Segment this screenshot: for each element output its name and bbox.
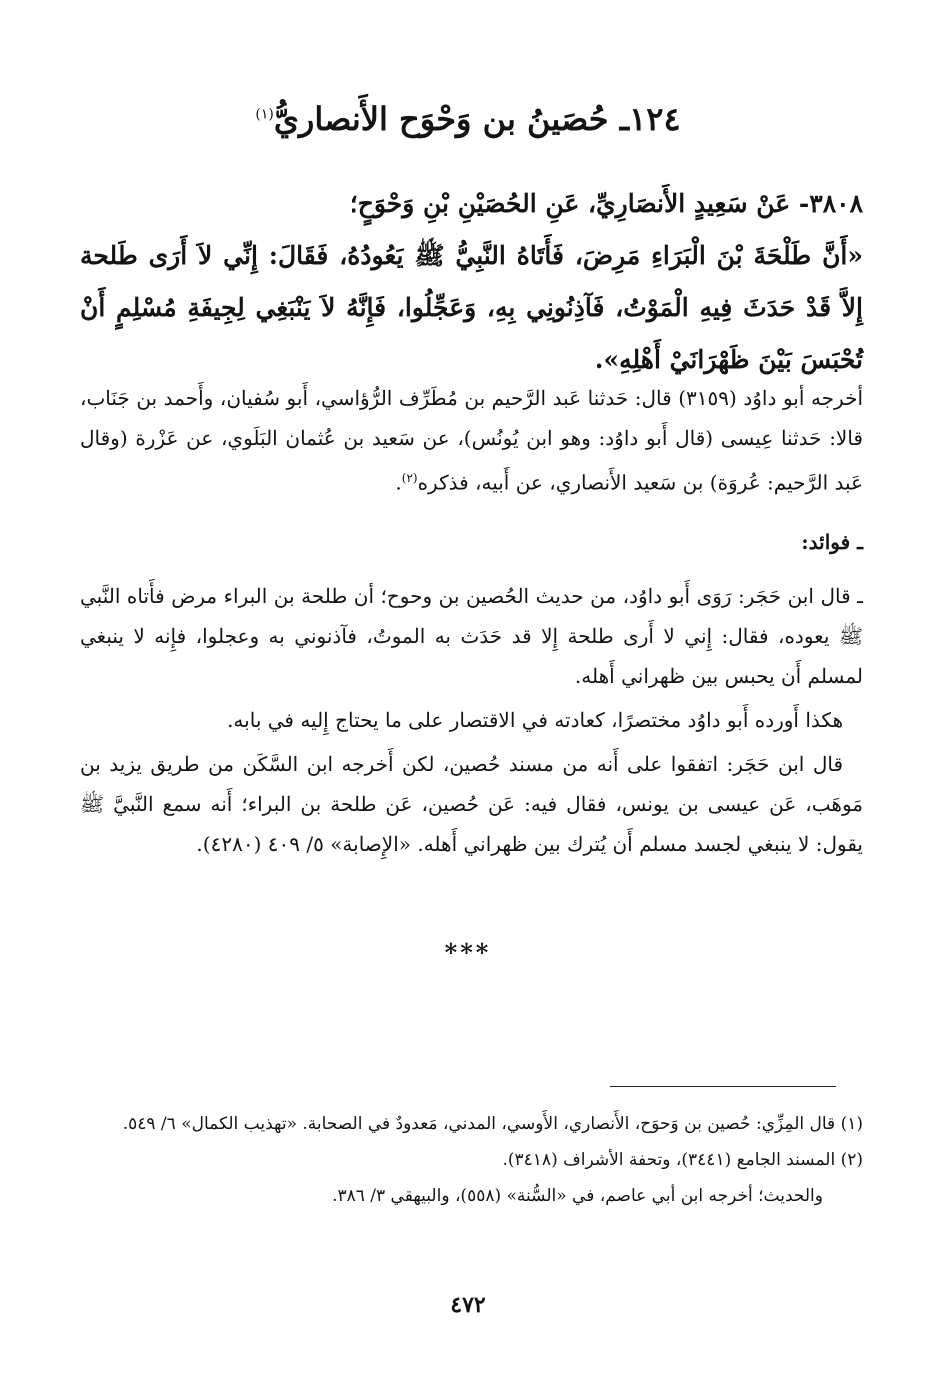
footnote-ref-2: (٢): [401, 471, 418, 485]
footnote-2-continuation: والحديث؛ أخرجه ابن أبي عاصم، في «السُّنة» (٥٥٨)، والبيهقي ٣/ ٣٨٦.: [332, 1186, 823, 1206]
footnote-ref-1: (١): [255, 106, 274, 123]
page-number: ٤٧٢: [450, 1292, 486, 1318]
fawaid-paragraph: قال ابن حَجَر: اتفقوا على أَنه من مسند حُصين، لكن أَخرجه ابن السَّكَن من طريق يزيد بن مَوهَب، عَن عيسى بن يونس، فقال فيه: عَن حُصين، عَن طلحة بن البراء؛ أَنه سمع النَّبيَّ ﷺ يقول: لا ينبغي لجسد مسلم أَن يُترك بين ظهراني أَهله. «الإِصابة» ٥/ ٤٠٩ (٤٢٨٠).: [80, 752, 863, 856]
fawaid-paragraph: هكذا أَورده أَبو داوُد مختصرًا، كعادته في الاقتصار على ما يحتاج إِليه في بابه.: [227, 708, 843, 732]
section-separator: ***: [444, 938, 492, 967]
footnote-1: (١) قال المِزِّي: حُصين بن وَحوَح، الأَنصاري، الأَوسي، المدني، مَعدودٌ في الصحابة. «تهذيب الكمال» ٦/ ٥٤٩.: [122, 1114, 863, 1134]
hadith-chain: ٣٨٠٨- عَنْ سَعِيدٍ الأَنصَارِيِّ، عَنِ الحُصَيْنِ بْنِ وَحْوَحٍ؛: [349, 189, 863, 218]
fawaid-paragraph: ـ قال ابن حَجَر: رَوَى أَبو داوُد، من حديث الحُصين بن وحوح؛ أن طلحة بن البراء مرض فأَتاه النَّبي ﷺ يعوده، فقال: إِني لا أَرى طلحة إِلا قد حَدَث به الموتُ، فآذنوني به وعجلوا، فإِنه لا ينبغي لمسلم أَن يحبس بين ظهراني أَهله.: [80, 584, 863, 688]
takhrij-paragraph: [80, 378, 863, 503]
takhrij-text: أخرجه أبو داوُد (٣١٥٩) قال: حَدثنا عَبد الرَّحيم بن مُطَرِّف الرُّؤاسي، أَبو سُفيان، وأَحمد بن جَنَاب، قالا: حَدثنا عِيسى (قال أَبو داوُد: وهو ابن يُونُس)، عن سَعيد بن عُثمان البَلَوي، عن عَزْرة (وقال عَبد الرَّحيم: عُروَة) بن سَعيد الأَنصاري، عن أَبيه، فذكره: [80, 386, 863, 495]
footnote-divider: [610, 1086, 836, 1087]
fawaid-heading: ـ فوائد:: [801, 530, 863, 554]
footnotes: [80, 1106, 863, 1214]
takhrij-end: .: [395, 470, 402, 495]
hadith-block: [80, 178, 863, 386]
chapter-title: [0, 100, 936, 138]
chapter-title-text: ١٢٤ـ حُصَينُ بن وَحْوَح الأَنصاريُّ: [273, 100, 681, 138]
fawaid-section: [80, 576, 863, 868]
hadith-text: «أَنَّ طَلْحَةَ بْنَ الْبَرَاءِ مَرِضَ، فَأَتَاهُ النَّبِيُّ ﷺ يَعُودُهُ، فَقَالَ: إِنِّي لاَ أَرَى طَلحة إِلاَّ قَدْ حَدَثَ فِيهِ الْمَوْتُ، فَآذِنُونِي بِهِ، وَعَجِّلُوا، فَإِنَّهُ لاَ يَنْبَغِي لِجِيفَةِ مُسْلِمٍ أَنْ تُحْبَسَ بَيْنَ ظَهْرَانَيْ أَهْلِهِ».: [80, 241, 863, 374]
footnote-2: (٢) المسند الجامع (٣٤٤١)، وتحفة الأشراف (٣٤١٨).: [502, 1150, 863, 1170]
